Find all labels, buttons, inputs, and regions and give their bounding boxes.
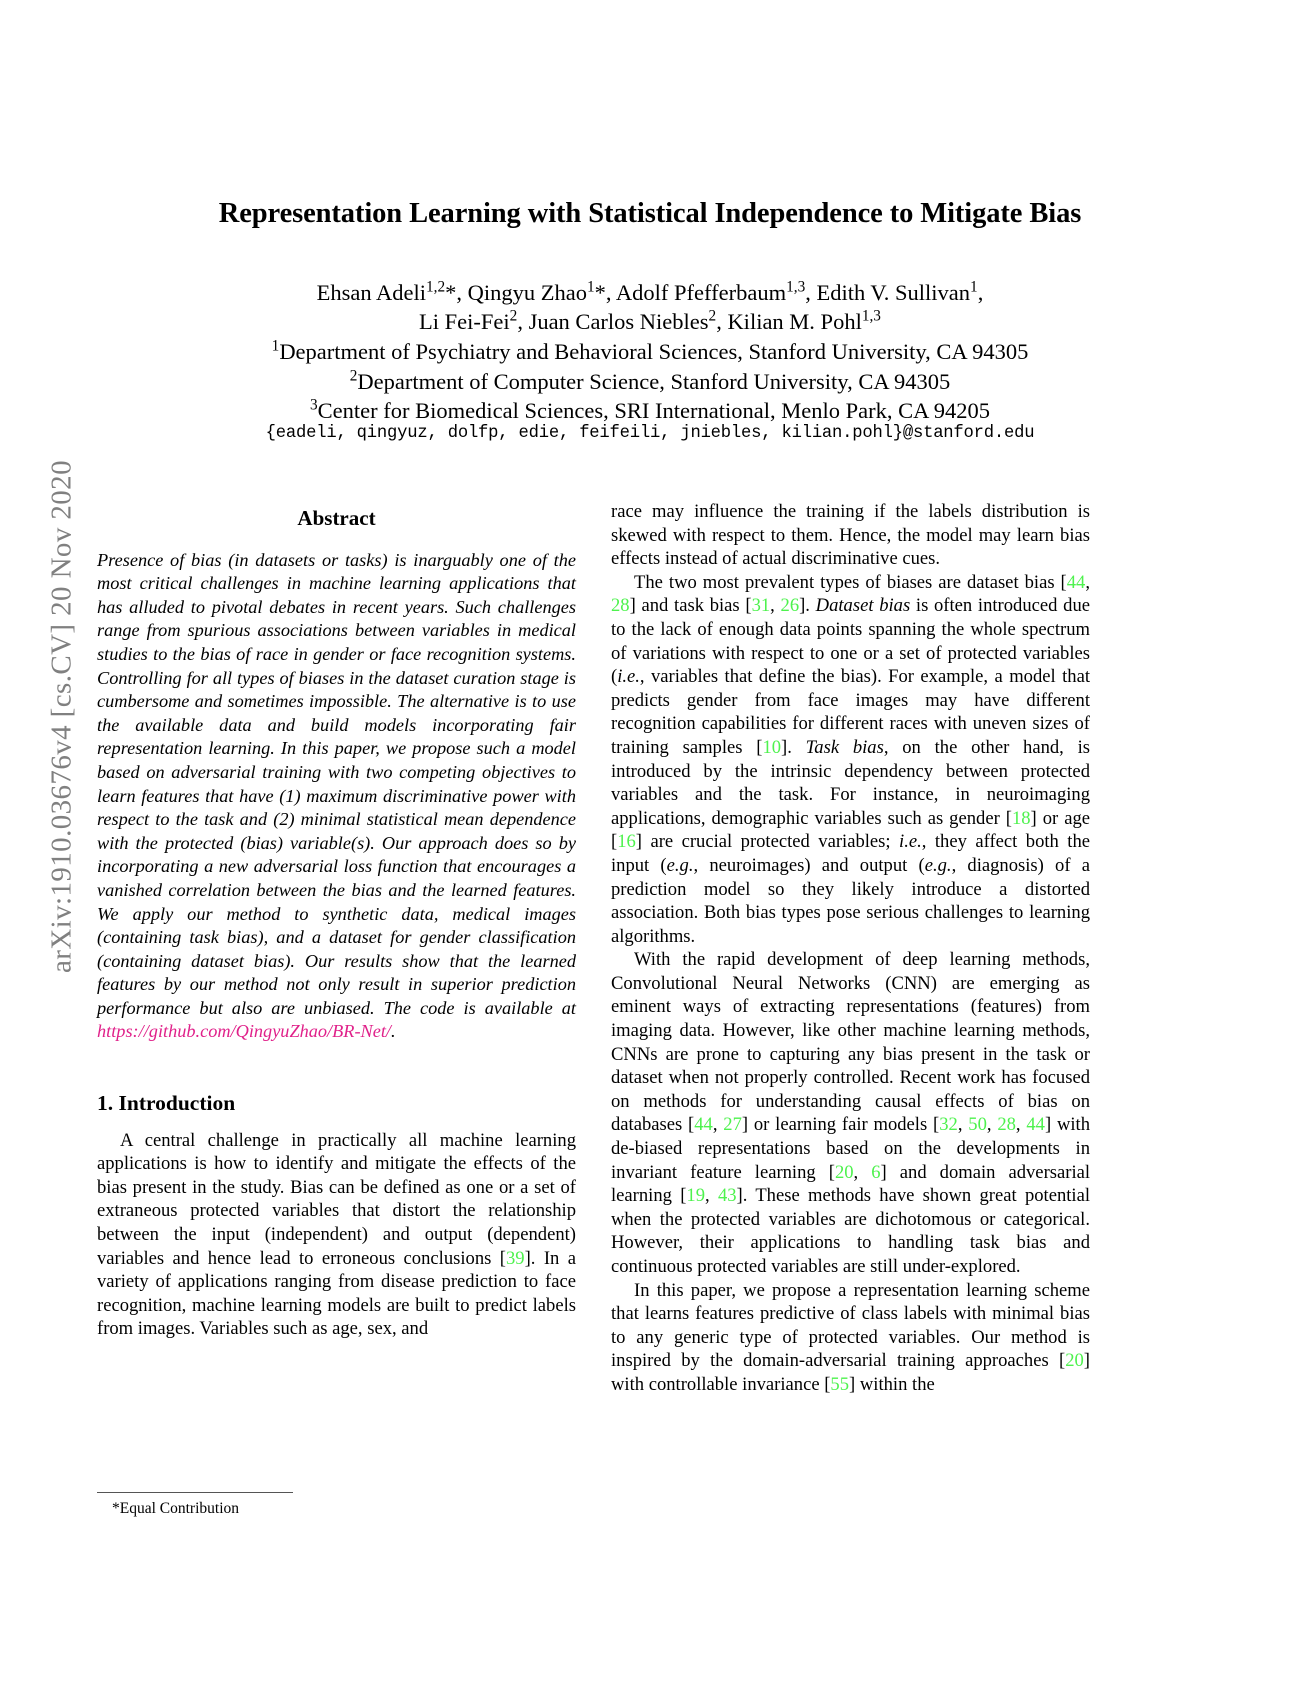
citation-link[interactable]: 43	[717, 1185, 737, 1207]
github-link[interactable]: https://github.com/QingyuZhao/BR-Net/	[97, 1021, 391, 1042]
citation-link[interactable]: 26	[780, 595, 800, 617]
right-paragraph-4: In this paper, we propose a representation learning scheme that learns features predictive of class labels with minimal bias to any generic type of protected variables. Our method is inspired by the domain-adversarial training approaches [20] with controllable invariance [55] within the	[611, 1279, 1090, 1395]
emphasis-text: e.g.	[924, 854, 952, 876]
section-heading-introduction: 1. Introduction	[97, 1091, 236, 1116]
affiliation-line: $^1$Department of Psychiatry and Behavioral Sciences, Stanford University, CA 94305	[271, 337, 1029, 364]
citation-link[interactable]: 50	[968, 1114, 987, 1136]
right-paragraph-2: The two most prevalent types of biases are dataset bias [44, 28] and task bias [31, 26]. Dataset bias is often introduced due to the lack of enough data points spanning the whole spectrum of variations with respect to one or a set of protected variables (i.e., variables that define the bias). For example, a model that predicts gender from face images may have different recognition capabilities for different races with uneven sizes of training samples [10]. Task bias, on the other hand, is introduced by the intrinsic dependency between protected variables and the task. For instance, in neuroimaging applications, demographic variables such as gender [18] or age [16] are crucial protected variables; i.e., they affect both the input (e.g., neuroimages) and output (e.g., diagnosis) of a prediction model so they likely introduce a distorted association. Both bias types pose serious challenges to learning algorithms.	[611, 571, 1091, 947]
abstract-text: Presence of bias (in datasets or tasks) is inarguably one of the most critical challenges in machine learning applications that has alluded to pivotal debates in recent years. Such challenges range from spurious associations between variables in medical studies to the bias of race in gender or face recognition systems. Controlling for all types of biases in the dataset curation stage is cumbersome and sometimes impossible. The alternative is to use the available data and build models incorporating fair representation learning. In this paper, we propose such a model based on adversarial training with two competing objectives to learn features that have (1) maximum discriminative power with respect to the task and (2) minimal statistical mean dependence with the protected (bias) variable(s). Our approach does so by incorporating a new adversarial loss function that encourages a vanished correlation between the bias and the learned features. We apply our method to synthetic data, medical images (containing task bias), and a dataset for gender classification (containing dataset bias). Our results show that the learned features by our method not only result in superior prediction performance but also are unbiased. The code is available at https://github.com/QingyuZhao/BR-Net/.	[97, 549, 576, 1042]
emphasis-text: e.g.	[666, 854, 694, 876]
citation-link[interactable]: 44	[1026, 1114, 1045, 1136]
footnote-text: *Equal Contribution	[112, 1500, 240, 1517]
affiliation-line: $^2$Department of Computer Science, Stanford University, CA 94305	[349, 367, 951, 394]
affiliation-marker: 1	[271, 337, 280, 355]
author-list	[100, 278, 1200, 336]
citation-link[interactable]: 28	[997, 1114, 1016, 1136]
abstract-heading: Abstract	[297, 506, 376, 530]
citation-link[interactable]: 20	[834, 1161, 854, 1183]
affiliation-marker: 1,3	[786, 278, 806, 296]
citation-link[interactable]: 6	[871, 1161, 881, 1183]
citation-link[interactable]: 44	[694, 1114, 713, 1136]
citation-link[interactable]: 31	[751, 595, 771, 617]
affiliation-marker: 1,2	[426, 278, 446, 296]
citation-link[interactable]: 39	[505, 1247, 525, 1269]
emphasis-text: Dataset bias	[815, 595, 911, 617]
citation-link[interactable]: 32	[939, 1114, 958, 1136]
affiliation-marker: 2	[349, 367, 358, 384]
citation-link[interactable]: 44	[1066, 571, 1086, 593]
intro-paragraph-1: A central challenge in practically all machine learning applications is how to identify and mitigate the effects of the bias present in the study. Bias can be defined as one or a set of extraneous protected variables that distort the relationship between the input (independent) and output (dependent) variables and hence lead to erroneous conclusions [39]. In a variety of applications ranging from disease prediction to face recognition, machine learning models are built to predict labels from images. Variables such as age, sex, and	[97, 1129, 576, 1340]
author-line-1: Ehsan Adeli$^{1,2}$*, Qingyu Zhao$^1$*, Adolf Pfefferbaum$^{1,3}$, Edith V. Sullivan$^1$,	[316, 278, 984, 305]
right-paragraph-3: With the rapid development of deep learning methods, Convolutional Neural Networks (CNN) are emerging as eminent ways of extracting representations (features) from imaging data. However, like other machine learning methods, CNNs are prone to capturing any bias present in the task or dataset when not properly controlled. Recent work has focused on methods for understanding causal effects of bias on databases [44, 27] or learning fair models [32, 50, 28, 44] with de-biased representations based on the developments in invariant feature learning [20, 6] and domain adversarial learning [19, 43]. These methods have shown great potential when the protected variables are dichotomous or categorical. However, their applications to handling task bias and continuous protected variables are still under-explored.	[611, 949, 1091, 1277]
citation-link[interactable]: 28	[611, 595, 630, 617]
citation-link[interactable]: 18	[1011, 807, 1031, 829]
citation-link[interactable]: 27	[723, 1114, 742, 1136]
arxiv-stamp: arXiv:1910.03676v4 [cs.CV] 20 Nov 2020	[45, 460, 78, 973]
emphasis-text: Task bias	[805, 736, 884, 758]
citation-link[interactable]: 10	[762, 736, 782, 758]
citation-link[interactable]: 19	[686, 1185, 705, 1207]
author-line-2: Li Fei-Fei$^2$, Juan Carlos Niebles$^2$, Kilian M. Pohl$^{1,3}$	[419, 307, 881, 334]
citation-link[interactable]: 16	[617, 831, 636, 853]
left-column	[97, 500, 576, 1341]
affiliation-marker: 2	[708, 307, 717, 325]
right-paragraph-1: race may influence the training if the labels distribution is skewed with respect to them. Hence, the model may learn bias effects instead of actual discriminative cues.	[611, 501, 1090, 570]
right-column	[611, 500, 1090, 1397]
affiliation-line: $^3$Center for Biomedical Sciences, SRI International, Menlo Park, CA 94205	[309, 396, 991, 423]
emphasis-text: i.e.	[617, 666, 640, 688]
affiliation-list	[100, 337, 1200, 426]
affiliation-marker: 3	[309, 396, 318, 414]
affiliation-marker: 1,3	[861, 307, 881, 325]
emphasis-text: i.e.	[899, 831, 922, 853]
affiliation-marker: 1	[587, 278, 595, 296]
affiliation-marker: 2	[509, 307, 518, 325]
affiliation-marker: 1	[970, 278, 978, 296]
author-emails: {eadeli, qingyuz, dolfp, edie, feifeili, jniebles, kilian.pohl}@stanford.edu	[265, 424, 1035, 443]
footnote-divider	[97, 1492, 293, 1493]
citation-link[interactable]: 20	[1065, 1350, 1084, 1372]
page-title: Representation Learning with Statistical Independence to Mitigate Bias	[218, 198, 1082, 229]
citation-link[interactable]: 55	[830, 1373, 850, 1395]
